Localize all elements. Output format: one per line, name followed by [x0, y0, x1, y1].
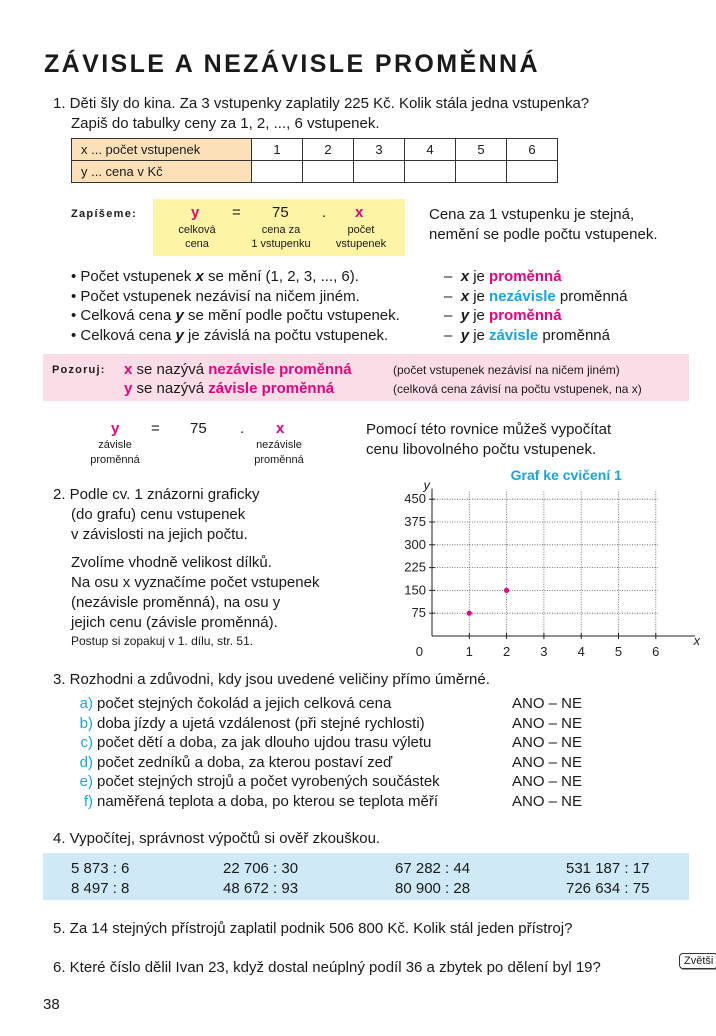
y-tick-label: 450 [404, 491, 426, 507]
exercise-2-line1: 2. Podle cv. 1 znázorni graficky [53, 486, 260, 503]
exercise-3-item [71, 772, 440, 792]
eq2-label-y2: proměnná [90, 454, 140, 466]
eq2-label-x2: proměnná [254, 454, 304, 466]
pozoruj-note2: (celková cena závisí na počtu vstupenek, na x) [393, 382, 642, 396]
exercise-3-item [71, 714, 425, 734]
item-text: doba jízdy a ujetá vzdálenost (při stejné rychlosti) [97, 714, 425, 732]
eq-label-y2: cena [185, 238, 209, 250]
division-problem: 5 873 : 6 [71, 860, 130, 877]
answer-ano-ne[interactable]: ANO – NE [512, 793, 583, 810]
item-text: počet dětí a doba, za jak dlouho ujdou trasu výletu [97, 734, 432, 752]
item-letter: c) [80, 734, 93, 752]
answer-ano-ne[interactable]: ANO – NE [512, 695, 583, 712]
price-table [71, 138, 558, 183]
x-tick-label: 1 [465, 644, 473, 659]
exercise-2-line7: jejich cenu (závisle proměnná). [71, 614, 278, 631]
eq2-note2: cenu libovolného počtu vstupenek. [366, 441, 597, 458]
eq2-constant: 75 [190, 420, 207, 437]
exercise-2-line3: v závislosti na jejich počtu. [71, 526, 248, 543]
x-tick-label: 5 [614, 644, 623, 659]
exercise-3-item [71, 694, 391, 714]
x-tick-label: 3 [540, 644, 548, 659]
item-text: počet stejných čokolád a jejich celková cena [97, 695, 392, 712]
table-row-y [72, 161, 558, 183]
exercise-3-header: 3. Rozhodni a zdůvodni, kdy jsou uvedené veličiny přímo úměrné. [53, 671, 490, 688]
x-tick-label: 6 [652, 644, 660, 659]
eq2-note1: Pomocí této rovnice můžeš vypočítat [366, 421, 612, 438]
item-letter: b) [79, 714, 93, 732]
eq2-x: x [276, 420, 285, 437]
table-cell-empty[interactable] [252, 161, 303, 183]
table-row-x [72, 139, 558, 161]
exercise-1-line2: Zapiš do tabulky ceny za 1, 2, ..., 6 vstupenek. [71, 115, 380, 132]
eq-label-x1: počet [347, 224, 375, 236]
item-letter: a) [79, 695, 93, 712]
pozoruj-line1: x se nazývá nezávisle proměnná [124, 361, 352, 378]
table-cell-empty[interactable] [456, 161, 507, 183]
pozoruj-line2: y se nazývá závisle proměnná [124, 380, 335, 397]
division-problem: 67 282 : 44 [395, 860, 471, 877]
division-problem: 8 497 : 8 [71, 880, 130, 897]
eq2-label-x1: nezávisle [256, 439, 302, 451]
eq-label-y1: celková [178, 224, 216, 236]
y-tick-label: 75 [411, 605, 426, 621]
eq-equals: = [232, 204, 241, 221]
table-cell: 4 [405, 139, 456, 161]
y-tick-label: 225 [404, 559, 426, 575]
table-cell: 1 [252, 139, 303, 161]
division-problem: 531 187 : 17 [566, 860, 650, 877]
bullet-2: • Počet vstupenek nezávisí na ničem jiném. [71, 288, 360, 305]
note-line1: Cena za 1 vstupenku je stejná, [429, 206, 635, 223]
eq-label-c1: cena za [261, 224, 301, 236]
answer-ano-ne[interactable]: ANO – NE [512, 734, 583, 752]
zoom-button[interactable]: Zvětši [679, 953, 716, 969]
eq-label-c2: 1 vstupenku [251, 238, 311, 250]
division-problem: 80 900 : 28 [395, 880, 471, 897]
exercise-2-line8: Postup si zopakuj v 1. dílu, str. 51. [71, 634, 254, 648]
exercise-3-item [71, 753, 392, 773]
table-cell: 2 [303, 139, 354, 161]
row-label-y: y ... cena v Kč [72, 161, 252, 183]
item-text: naměřená teplota a doba, po kterou se teplota měří [97, 793, 439, 810]
origin-label: 0 [415, 644, 423, 659]
bullet-2-result: – x je nezávisle proměnná [444, 288, 628, 305]
eq-x: x [355, 204, 364, 221]
exercise-3-item [71, 733, 431, 753]
exercise-1-line1: 1. Děti šly do kina. Za 3 vstupenky zaplatily 225 Kč. Kolik stála jedna vstupenka? [53, 95, 590, 112]
table-cell: 6 [507, 139, 558, 161]
item-letter: f) [83, 793, 93, 810]
x-tick-label: 4 [577, 644, 585, 659]
bullet-1: • Počet vstupenek x se mění (1, 2, 3, ..., 6). [71, 268, 359, 285]
eq2-dot: . [240, 420, 245, 437]
table-cell-empty[interactable] [507, 161, 558, 183]
table-cell: 5 [456, 139, 507, 161]
eq-label-x2: vstupenek [335, 238, 387, 250]
eq2-label-y1: závisle [98, 439, 132, 451]
bullet-1-result: – x je proměnná [444, 268, 562, 285]
chart-title: Graf ke cvičení 1 [510, 467, 622, 483]
exercise-5: 5. Za 14 stejných přístrojů zaplatil podnik 506 800 Kč. Kolik stál jeden přístroj? [53, 920, 573, 937]
answer-ano-ne[interactable]: ANO – NE [512, 714, 583, 732]
answer-ano-ne[interactable]: ANO – NE [512, 773, 583, 791]
row-label-x: x ... počet vstupenek [72, 139, 252, 161]
bullet-3-result: – y je proměnná [444, 307, 562, 324]
table-cell-empty[interactable] [354, 161, 405, 183]
division-problem: 48 672 : 93 [223, 880, 299, 897]
note-line2: nemění se podle počtu vstupenek. [429, 226, 658, 243]
exercise-4-header: 4. Vypočítej, správnost výpočtů si ověř zkouškou. [53, 830, 381, 847]
item-text: počet zedníků a doba, za kterou postaví zeď [97, 753, 393, 771]
exercise-2-line2: (do grafu) cenu vstupenek [71, 506, 246, 523]
eq2-y: y [111, 420, 120, 437]
page-title: ZÁVISLE A NEZÁVISLE PROMĚNNÁ [44, 50, 540, 78]
division-problem: 726 634 : 75 [566, 880, 650, 897]
data-point [504, 588, 509, 593]
y-tick-label: 300 [404, 536, 426, 552]
bullet-4: • Celková cena y je závislá na počtu vstupenek. [71, 327, 389, 344]
item-letter: d) [79, 753, 93, 771]
eq-y: y [191, 204, 200, 221]
answer-ano-ne[interactable]: ANO – NE [512, 753, 583, 771]
exercise-2-line4: Zvolíme vhodně velikost dílků. [71, 554, 272, 571]
zapiseme-label: Zapíšeme: [71, 208, 138, 220]
page-number: 38 [43, 996, 60, 1013]
graph-exercise-1 [360, 462, 700, 662]
bullet-3: • Celková cena y se mění podle počtu vstupenek. [71, 307, 400, 324]
pozoruj-label: Pozoruj: [52, 364, 106, 376]
eq-constant: 75 [272, 204, 289, 221]
y-axis-label: y [423, 477, 430, 493]
y-tick-label: 150 [404, 582, 426, 598]
data-point [467, 611, 472, 616]
x-axis-label: x [693, 633, 700, 648]
eq2-equals: = [151, 420, 160, 437]
item-letter: e) [79, 773, 93, 791]
table-cell-empty[interactable] [303, 161, 354, 183]
item-text: počet stejných strojů a počet vyrobených součástek [97, 773, 440, 791]
table-cell-empty[interactable] [405, 161, 456, 183]
exercise-3-item [71, 792, 438, 812]
table-cell: 3 [354, 139, 405, 161]
exercise-2-line5: Na osu x vyznačíme počet vstupenek [71, 574, 320, 591]
y-tick-label: 375 [404, 514, 426, 529]
bullet-4-result: – y je závisle proměnná [444, 327, 610, 344]
exercise-6: 6. Které číslo dělil Ivan 23, když dostal neúplný podíl 36 a zbytek po dělení byl 19? [53, 959, 601, 976]
division-problem: 22 706 : 30 [223, 860, 299, 877]
eq-dot: . [322, 204, 327, 221]
pozoruj-note1: (počet vstupenek nezávisí na ničem jiném) [393, 363, 620, 377]
exercise-2-line6: (nezávisle proměnná), na osu y [71, 594, 281, 611]
x-tick-label: 2 [502, 644, 511, 659]
